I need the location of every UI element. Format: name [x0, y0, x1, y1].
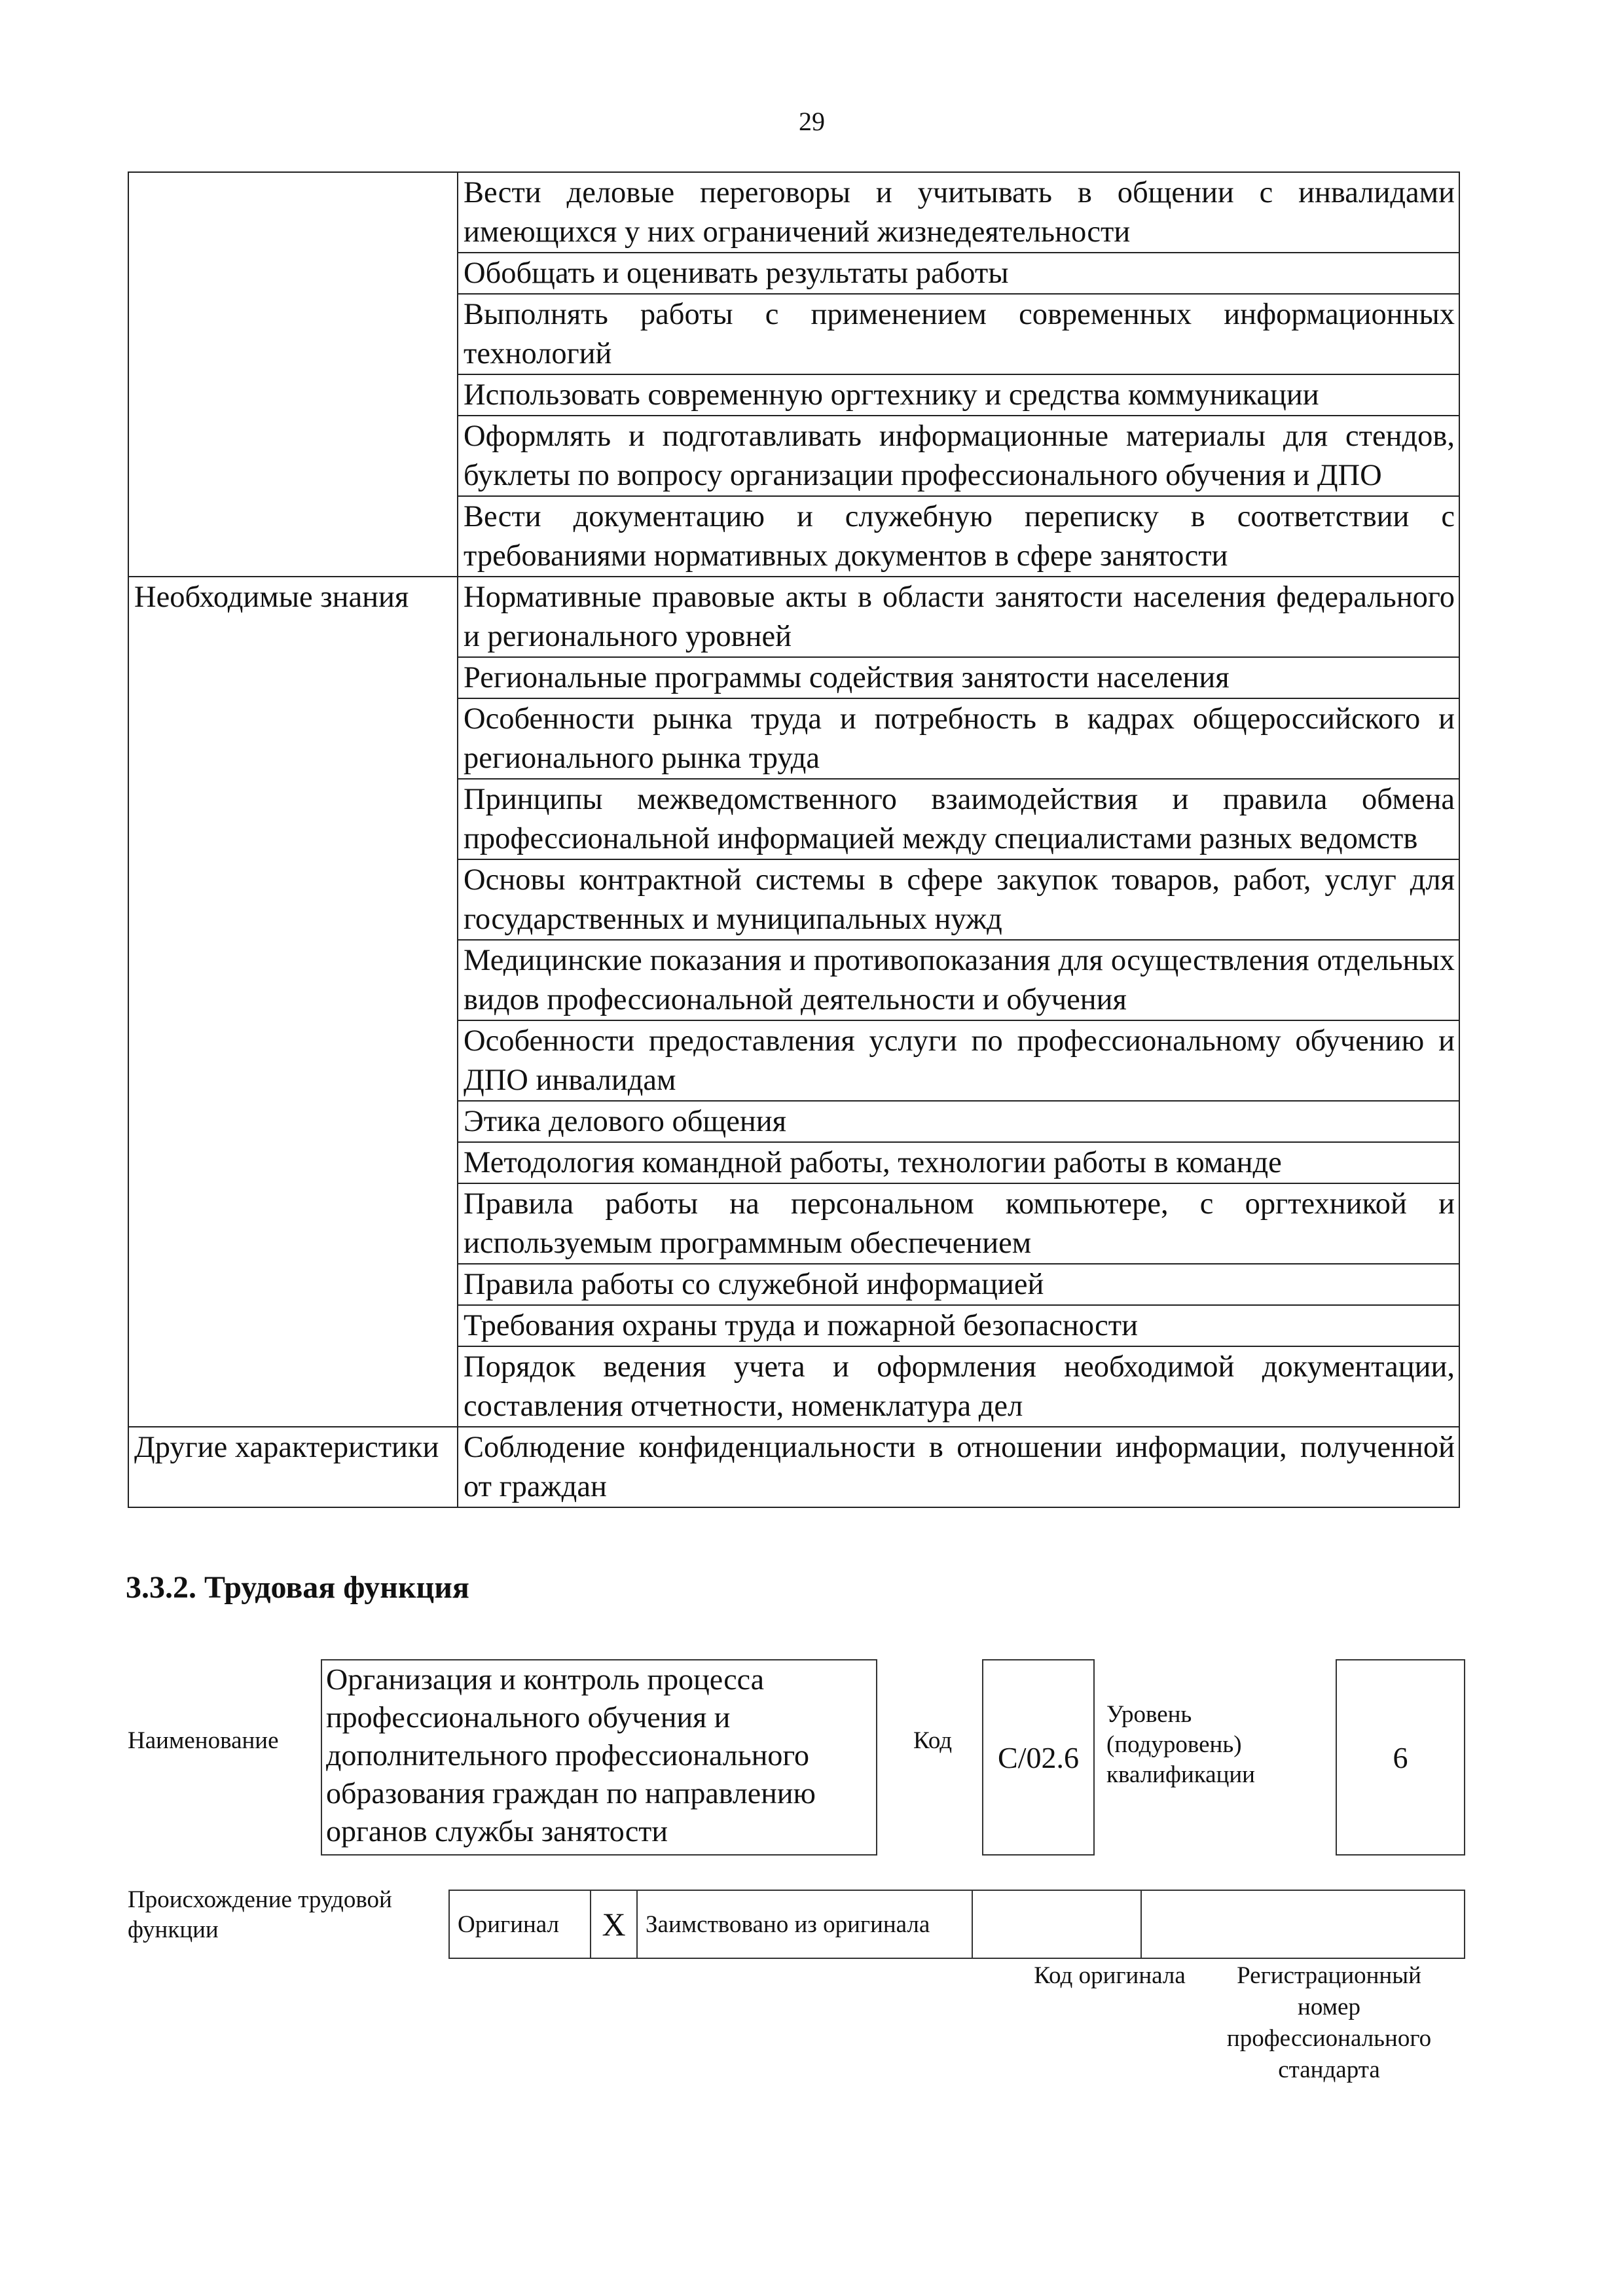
requirements-table — [128, 171, 1460, 1508]
code-original-caption: Код оригинала — [1034, 1962, 1186, 1989]
page-number: 29 — [799, 107, 825, 136]
row-text: Соблюдение конфиденциальности в отношении информации, полученной от граждан — [458, 1427, 1459, 1507]
origin-label: Происхождение трудовой функции — [128, 1886, 392, 1943]
row-text: Методология командной работы, технологии работы в команде — [458, 1142, 1459, 1183]
section-heading: 3.3.2. Трудовая функция — [126, 1570, 469, 1605]
borrowed-label: Заимствовано из оригинала — [646, 1910, 930, 1938]
row-text: Требования охраны труда и пожарной безопасности — [458, 1305, 1459, 1346]
row-text: Медицинские показания и противопоказания для осуществления отдельных видов профессиональной деятельности и обучения — [458, 940, 1459, 1020]
row-group-label: Другие характеристики — [128, 1427, 458, 1507]
row-text: Вести документацию и служебную переписку в соответствии с требованиями нормативных документов в сфере занятости — [458, 496, 1459, 577]
row-text: Нормативные правовые акты в области занятости населения федерального и регионального уровней — [458, 577, 1459, 657]
function-name-box: Организация и контроль процесса профессионального обучения и дополнительного профессионального образования граждан по направлению органов службы занятости — [321, 1659, 877, 1856]
row-text: Правила работы на персональном компьютере, с оргтехникой и используемым программным обеспечением — [458, 1183, 1459, 1264]
table-row — [128, 1427, 1459, 1507]
qualification-level-box: 6 — [1336, 1659, 1465, 1856]
row-text: Особенности рынка труда и потребность в кадрах общероссийского и регионального рынка труда — [458, 698, 1459, 779]
original-mark-cell — [591, 1890, 637, 1958]
row-text: Использовать современную оргтехнику и средства коммуникации — [458, 374, 1459, 416]
row-text: Оформлять и подготавливать информационные материалы для стендов, буклеты по вопросу организации профессионального обучения и ДПО — [458, 416, 1459, 496]
row-text: Принципы межведомственного взаимодействия и правила обмена профессиональной информацией между специалистами разных ведомств — [458, 779, 1459, 859]
borrowed-cell — [637, 1890, 972, 1958]
row-text: Правила работы со служебной информацией — [458, 1264, 1459, 1305]
original-cell — [449, 1890, 591, 1958]
row-text: Вести деловые переговоры и учитывать в общении с инвалидами имеющихся у них ограничений жизнедеятельности — [458, 172, 1459, 253]
registration-number-cell — [1141, 1890, 1465, 1958]
row-group-label: Необходимые знания — [128, 577, 458, 1427]
original-mark: X — [602, 1906, 626, 1943]
row-text: Особенности предоставления услуги по профессиональному обучению и ДПО инвалидам — [458, 1020, 1459, 1101]
level-label: Уровень (подуровень) квалификации — [1106, 1701, 1255, 1788]
code-label: Код — [913, 1727, 953, 1754]
row-text: Региональные программы содействия занятости населения — [458, 657, 1459, 698]
table-row — [128, 172, 1459, 253]
registration-number-caption: Регистрационный номер профессионального стандарта — [1226, 1962, 1432, 2083]
row-text: Основы контрактной системы в сфере закупок товаров, работ, услуг для государственных и муниципальных нужд — [458, 859, 1459, 940]
table-row — [128, 577, 1459, 657]
name-label: Наименование — [128, 1727, 279, 1754]
row-text: Порядок ведения учета и оформления необходимой документации, составления отчетности, номенклатура дел — [458, 1346, 1459, 1427]
original-label: Оригинал — [458, 1910, 560, 1938]
function-code-box: C/02.6 — [982, 1659, 1095, 1856]
row-text: Этика делового общения — [458, 1101, 1459, 1142]
origin-table — [448, 1890, 1465, 1959]
row-group-label — [128, 172, 458, 577]
row-text: Обобщать и оценивать результаты работы — [458, 253, 1459, 294]
row-text: Выполнять работы с применением современных информационных технологий — [458, 294, 1459, 374]
original-code-cell — [972, 1890, 1141, 1958]
